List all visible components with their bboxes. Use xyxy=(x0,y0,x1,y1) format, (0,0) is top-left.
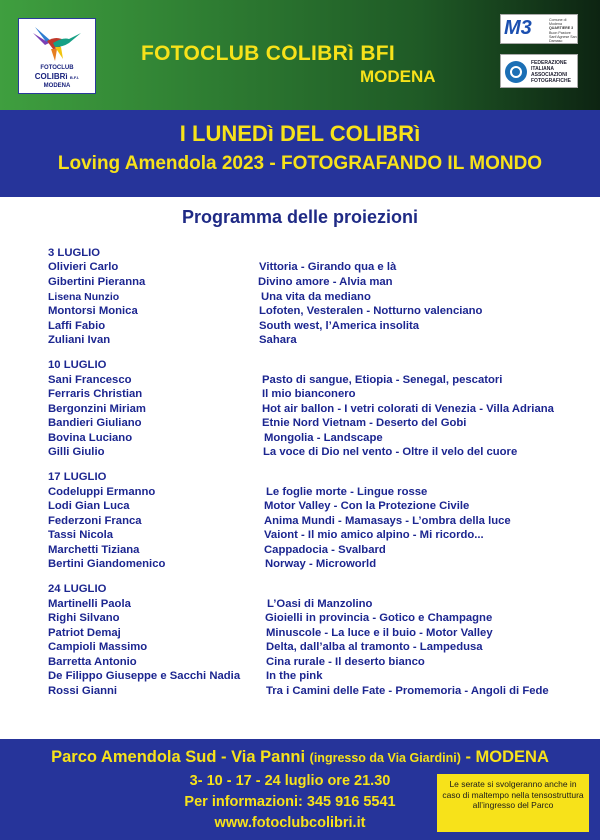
photographer-name: Marchetti Tiziana xyxy=(48,544,140,556)
photographer-name: Tassi Nicola xyxy=(48,529,114,541)
m3-badge-line: Comune di Modena xyxy=(549,18,567,26)
photographer-name: Bertini Giandomenico xyxy=(48,558,166,570)
section-date: 24 LUGLIO xyxy=(48,583,107,595)
photographer-name: Zuliani Ivan xyxy=(48,334,111,346)
photographer-name: Rossi Gianni xyxy=(48,685,118,697)
photographer-name: Righi Silvano xyxy=(48,612,120,624)
event-subtitle: Loving Amendola 2023 - FOTOGRAFANDO IL MONDO xyxy=(57,153,543,174)
projection-title: Gioielli in provincia - Gotico e Champagne xyxy=(265,612,493,624)
photographer-name: Codeluppi Ermanno xyxy=(48,486,156,498)
projection-title: L’Oasi di Manzolino xyxy=(267,598,373,610)
projection-title: South west, l’America insolita xyxy=(259,320,420,332)
projection-title: In the pink xyxy=(266,670,323,682)
projection-title: Hot air ballon - I vetri colorati di Venezia - Villa Adriana xyxy=(262,403,554,415)
event-dates: 3- 10 - 17 - 24 luglio ore 21.30 xyxy=(189,773,391,789)
logo-text-modena: MODENA xyxy=(43,83,71,89)
projection-title: Pasto di sangue, Etiopia - Senegal, pescatori xyxy=(262,374,503,386)
section-date: 17 LUGLIO xyxy=(48,471,107,483)
section-date: 3 LUGLIO xyxy=(48,247,101,259)
projection-title: La voce di Dio nel vento - Oltre il velo del cuore xyxy=(263,446,518,458)
projection-title: Cappadocia - Svalbard xyxy=(264,544,386,556)
weather-note: Le serate si svolgeranno anche in caso di maltempo nella tensostruttura all’ingresso del Parco xyxy=(437,774,589,832)
photographer-name: Patriot Demaj xyxy=(48,627,121,639)
fiaf-ring-icon xyxy=(510,66,522,78)
projection-title: Mongolia - Landscape xyxy=(264,432,383,444)
projection-title: Vaiont - Il mio amico alpino - Mi ricordo... xyxy=(264,529,484,541)
projection-title: Il mio bianconero xyxy=(262,388,356,400)
photographer-name: Sani Francesco xyxy=(48,374,132,386)
projection-title: Anima Mundi - Mamasays - L’ombra della luce xyxy=(264,515,511,527)
photographer-name: Laffi Fabio xyxy=(48,320,106,332)
projection-title: Sahara xyxy=(259,334,297,346)
info-phone: Per informazioni: 345 916 5541 xyxy=(184,794,396,810)
logo-text-colibri: COLIBRì B.F.I. xyxy=(34,72,80,81)
photographer-name: Bandieri Giuliano xyxy=(48,417,142,429)
projection-title: Divino amore - Alvia man xyxy=(258,276,393,288)
fiaf-text: FEDERAZIONE ITALIANA ASSOCIAZIONI FOTOGRAFICHE xyxy=(531,60,571,84)
venue-note: (ingresso da Via Giardini) xyxy=(309,751,461,765)
photographer-name: De Filippo Giuseppe e Sacchi Nadia xyxy=(48,670,241,682)
photographer-name: Bergonzini Miriam xyxy=(48,403,146,415)
photographer-name: Gibertini Pieranna xyxy=(48,276,146,288)
projection-title: Motor Valley - Con la Protezione Civile xyxy=(264,500,470,512)
photographer-name: Montorsi Monica xyxy=(48,305,138,317)
projection-title: Una vita da mediano xyxy=(261,291,371,303)
venue-line xyxy=(0,748,600,767)
club-name: FOTOCLUB COLIBRì BFI xyxy=(140,42,396,65)
venue-city: - MODENA xyxy=(465,748,549,766)
website-link[interactable]: www.fotoclubcolibri.it xyxy=(214,815,366,831)
event-title: I LUNEDì DEL COLIBRì xyxy=(179,121,421,146)
projection-title: Minuscole - La luce e il buio - Motor Valley xyxy=(266,627,493,639)
photographer-name: Ferraris Christian xyxy=(48,388,143,400)
m3-logo-icon: M3 xyxy=(504,17,532,39)
hummingbird-icon xyxy=(29,23,85,65)
projection-title: Vittoria - Girando qua e là xyxy=(259,261,397,273)
photographer-name: Federzoni Franca xyxy=(48,515,142,527)
photographer-name: Lodi Gian Luca xyxy=(48,500,130,512)
club-city: MODENA xyxy=(360,67,436,86)
projection-title: Le foglie morte - Lingue rosse xyxy=(266,486,428,498)
photographer-name: Olivieri Carlo xyxy=(48,261,119,273)
photographer-name: Campioli Massimo xyxy=(48,641,148,653)
m3-badge-line: Buon Pastore Sant'Agnese San Damaso xyxy=(549,31,577,43)
projection-title: Lofoten, Vesteralen - Notturno valenciano xyxy=(259,305,483,317)
photographer-name: Martinelli Paola xyxy=(48,598,131,610)
photographer-name: Gilli Giulio xyxy=(48,446,105,458)
program-title: Programma delle proiezioni xyxy=(181,207,419,227)
logo-text-fotoclub: FOTOCLUB xyxy=(40,65,74,71)
m3-badge-line: QUARTIERE 3 xyxy=(549,26,574,30)
club-logo xyxy=(18,18,96,94)
quartiere-3-badge xyxy=(500,14,578,44)
projection-title: Tra i Camini delle Fate - Promemoria - Angoli di Fede xyxy=(266,685,549,697)
photographer-name: Lisena Nunzio xyxy=(48,291,120,303)
venue-address: Parco Amendola Sud - Via Panni xyxy=(51,748,306,766)
projection-title: Etnie Nord Vietnam - Deserto del Gobi xyxy=(262,417,467,429)
projection-title: Norway - Microworld xyxy=(265,558,377,570)
photographer-name: Barretta Antonio xyxy=(48,656,137,668)
photographer-name: Bovina Luciano xyxy=(48,432,133,444)
section-date: 10 LUGLIO xyxy=(48,359,107,371)
projection-title: Delta, dall’alba al tramonto - Lampedusa xyxy=(266,641,483,653)
projection-title: Cina rurale - Il deserto bianco xyxy=(266,656,425,668)
fiaf-badge xyxy=(500,54,578,88)
